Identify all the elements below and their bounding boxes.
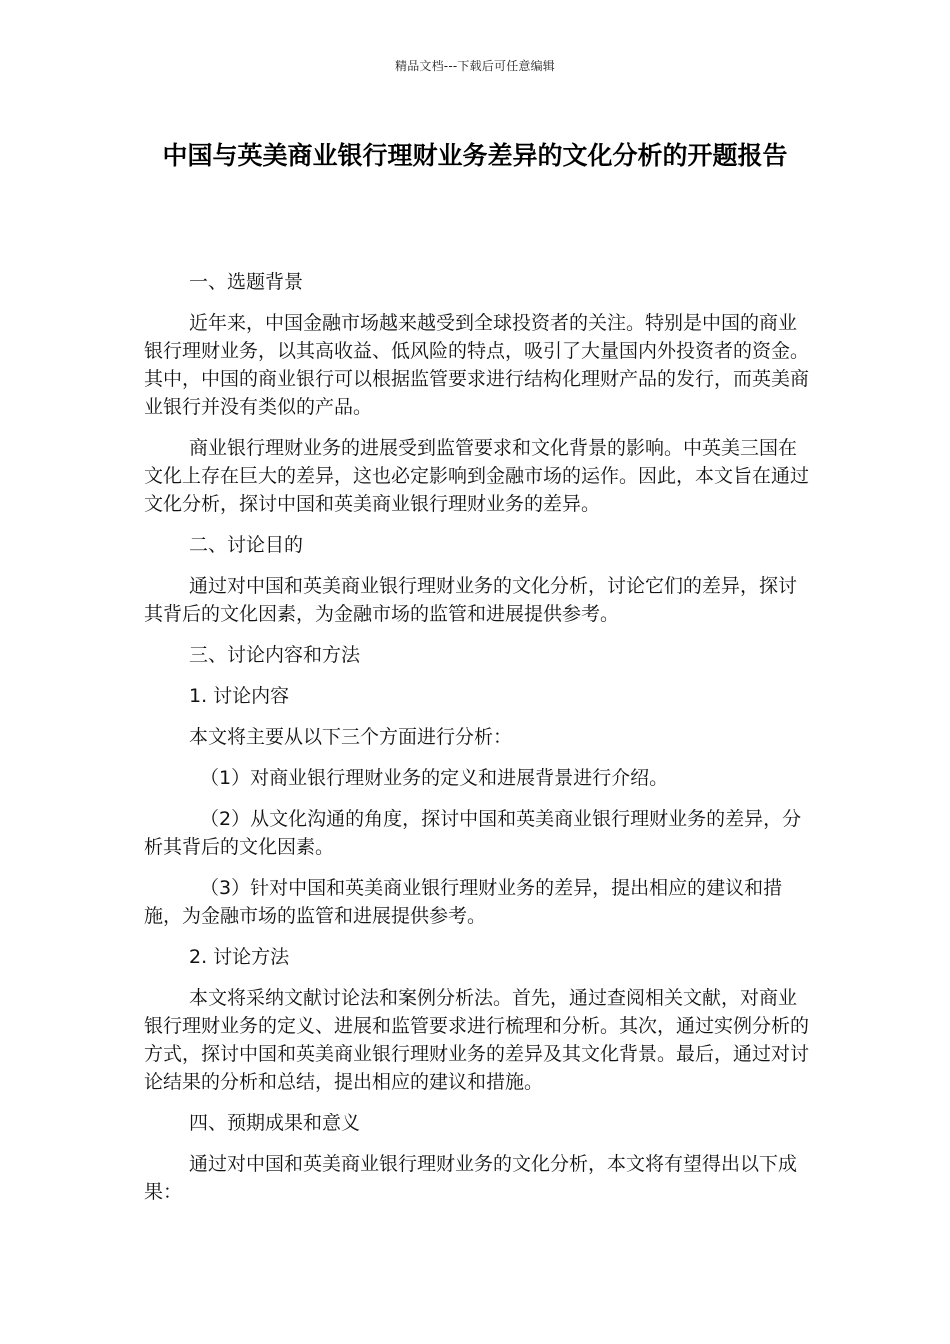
paragraph-outcomes: 通过对中国和英美商业银行理财业务的文化分析，本文将有望得出以下成果： xyxy=(144,1153,798,1203)
document-title: 中国与英美商业银行理财业务差异的文化分析的开题报告 xyxy=(162,141,788,170)
section-heading-content-method: 三、讨论内容和方法 xyxy=(189,644,361,666)
section-heading-background: 一、选题背景 xyxy=(189,271,304,293)
paragraph-method: 本文将采纳文献讨论法和案例分析法。首先，通过查阅相关文献，对商业银行理财业务的定义、进展和监管要求进行梳理和分析。其次，通过实例分析的方式，探讨中国和英美商业银行理财业务的差异及其文化背景。最后，通过对讨论结果的分析和总结，提出相应的建议和措施。 xyxy=(144,987,810,1093)
subheading-content: 1. 讨论内容 xyxy=(189,685,290,707)
section-heading-outcomes: 四、预期成果和意义 xyxy=(189,1112,361,1134)
paragraph-background-2: 商业银行理财业务的进展受到监管要求和文化背景的影响。中英美三国在文化上存在巨大的差异，这也必定影响到金融市场的运作。因此，本文旨在通过文化分析，探讨中国和英美商业银行理财业务的差异。 xyxy=(144,437,810,515)
section-heading-purpose: 二、讨论目的 xyxy=(189,534,304,556)
header-note: 精品文档---下载后可任意编辑 xyxy=(395,59,555,73)
paragraph-purpose: 通过对中国和英美商业银行理财业务的文化分析，讨论它们的差异，探讨其背后的文化因素，为金融市场的监管和进展提供参考。 xyxy=(144,575,798,625)
list-item-1: （1）对商业银行理财业务的定义和进展背景进行介绍。 xyxy=(200,767,669,789)
subheading-method: 2. 讨论方法 xyxy=(189,946,290,968)
paragraph-background-1: 近年来，中国金融市场越来越受到全球投资者的关注。特别是中国的商业银行理财业务，以其高收益、低风险的特点，吸引了大量国内外投资者的资金。其中，中国的商业银行可以根据监管要求进行结构化理财产品的发行，而英美商业银行并没有类似的产品。 xyxy=(144,312,810,418)
paragraph-content-intro: 本文将主要从以下三个方面进行分析： xyxy=(189,726,513,748)
list-item-2: （2）从文化沟通的角度，探讨中国和英美商业银行理财业务的差异，分析其背后的文化因素。 xyxy=(144,808,802,858)
document-body xyxy=(144,268,812,1206)
list-item-3: （3）针对中国和英美商业银行理财业务的差异，提出相应的建议和措施，为金融市场的监管和进展提供参考。 xyxy=(144,877,783,927)
